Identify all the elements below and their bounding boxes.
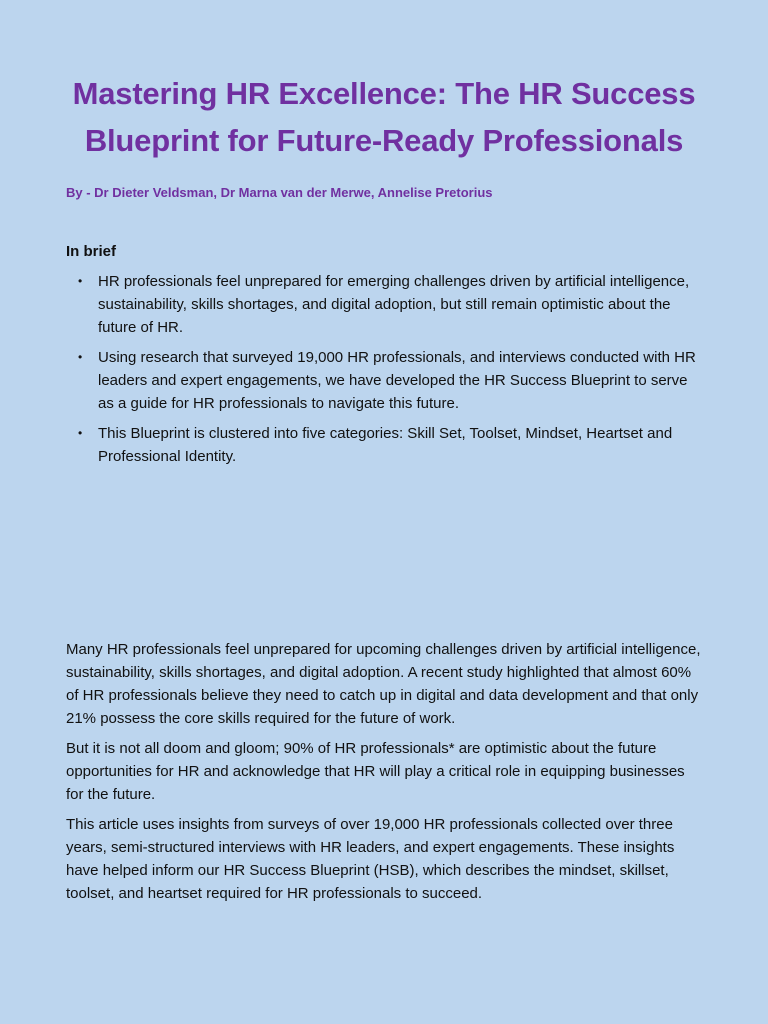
in-brief-heading: In brief bbox=[66, 243, 117, 260]
bullet-icon: • bbox=[78, 426, 83, 440]
body-paragraph: This article uses insights from surveys of over 19,000 HR professionals collected over three years, semi-structured interviews with HR leaders, and expert engagements. These insights have helped inform our HR Success Blueprint (HSB), which describes the mindset, skillset, toolset, and heartset required for HR professionals to succeed. bbox=[66, 816, 675, 902]
in-brief-text: This Blueprint is clustered into five categories: Skill Set, Toolset, Mindset, Heartset and Professional Identity. bbox=[98, 425, 673, 465]
article-body bbox=[66, 638, 702, 912]
in-brief-item bbox=[66, 270, 702, 339]
document-title bbox=[66, 0, 702, 164]
title-line-2: Blueprint for Future-Ready Professionals bbox=[84, 123, 684, 158]
title-line-1: Mastering HR Excellence: The HR Success bbox=[72, 76, 696, 111]
in-brief-text: HR professionals feel unprepared for emerging challenges driven by artificial intelligence, sustainability, skills shortages, and digital adoption, but still remain optimistic about the future of HR. bbox=[98, 273, 690, 336]
in-brief-text: Using research that surveyed 19,000 HR professionals, and interviews conducted with HR leaders and expert engagements, we have developed the HR Success Blueprint to serve as a guide for HR professionals to navigate this future. bbox=[98, 349, 696, 412]
in-brief-item bbox=[66, 346, 702, 415]
in-brief-list bbox=[66, 270, 702, 468]
body-paragraph: But it is not all doom and gloom; 90% of HR professionals* are optimistic about the future opportunities for HR and acknowledge that HR will play a critical role in equipping businesses for the future. bbox=[66, 740, 685, 803]
author-byline: By - Dr Dieter Veldsman, Dr Marna van der Merwe, Annelise Pretorius bbox=[66, 185, 493, 200]
body-paragraph: Many HR professionals feel unprepared for upcoming challenges driven by artificial intelligence, sustainability, skills shortages, and digital adoption. A recent study highlighted that almost 60% of HR professionals believe they need to catch up in digital and data development and that only 21% possess the core skills required for the future of work. bbox=[66, 641, 701, 727]
bullet-icon: • bbox=[78, 350, 83, 364]
in-brief-item bbox=[66, 422, 702, 468]
bullet-icon: • bbox=[78, 274, 83, 288]
